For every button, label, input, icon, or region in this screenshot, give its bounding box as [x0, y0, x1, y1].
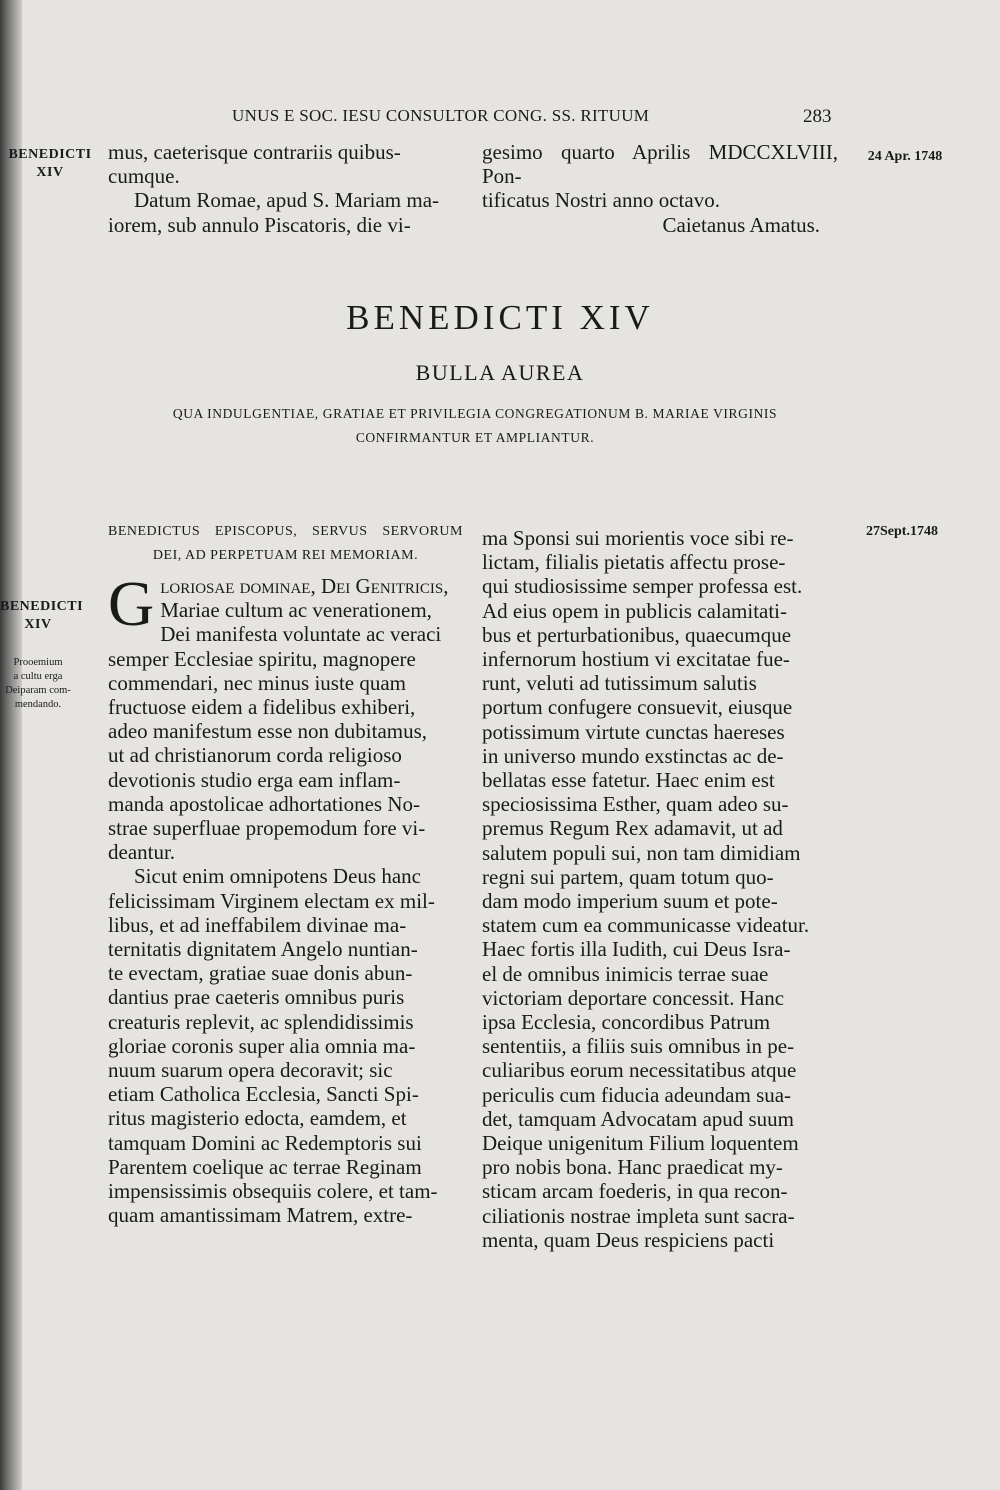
text-line: salutem populi sui, non tam dimidiam: [482, 840, 801, 865]
text-line: impensissimis obsequiis colere, et tam-: [108, 1179, 438, 1204]
text-line: strae superfluae propemodum fore vi-: [108, 816, 426, 841]
text-line: lictam, filialis pietatis affectu prose-: [482, 550, 786, 575]
margin-note-line: Deiparam com-: [5, 685, 71, 696]
document-title: BENEDICTI XIV: [346, 298, 654, 337]
text-line: commendari, nec minus iuste quam: [108, 670, 407, 695]
text-line: det, tamquam Advocatam apud suum: [482, 1106, 795, 1131]
text-line: speciosissima Esther, quam adeo su-: [482, 792, 789, 817]
text-line: creaturis replevit, ac splendidissimis: [108, 1009, 414, 1034]
salutation-line: BENEDICTUS EPISCOPUS, SERVUS SERVORUM: [108, 524, 463, 539]
text-line: menta, quam Deus respiciens pacti: [482, 1227, 775, 1252]
text-line: tificatus Nostri anno octavo.: [482, 188, 720, 213]
text-line: runt, veluti ad tutissimum salutis: [482, 671, 757, 696]
text-line: ternitatis dignitatem Angelo nuntian-: [108, 937, 418, 962]
text-line: iorem, sub annulo Piscatoris, die vi-: [108, 212, 411, 237]
margin-name-line: BENEDICTI: [0, 599, 84, 614]
text-line: gesimo quarto Aprilis MDCCXLVIII, Pon-: [482, 140, 838, 189]
text-line: devotionis studio erga eam inflam-: [108, 767, 401, 792]
margin-note-line: Prooemium: [13, 657, 63, 668]
text-line: ut ad christianorum corda religioso: [108, 743, 402, 768]
text-line: mus, caeterisque contrariis quibus-: [108, 140, 401, 164]
salutation-line: DEI, AD PERPETUAM REI MEMORIAM.: [152, 548, 419, 563]
text-line: etiam Catholica Ecclesia, Sancti Spi-: [108, 1082, 419, 1107]
text-line: tamquam Domini ac Redemptoris sui: [108, 1130, 422, 1155]
text-line: ipsa Ecclesia, concordibus Patrum: [482, 1010, 771, 1035]
text-line: Mariae cultum ac venerationem,: [160, 598, 432, 623]
margin-name-line: XIV: [36, 165, 64, 180]
text-line: potissimum virtute cunctas haereses: [482, 719, 785, 744]
text-line: Haec fortis illa Iudith, cui Deus Isra-: [482, 937, 791, 962]
text-line: dantius prae caeteris omnibus puris: [108, 985, 405, 1010]
text-line: ciliationis nostrae impleta sunt sacra-: [482, 1203, 795, 1228]
text-line: fructuose eidem a fidelibus exhiberi,: [108, 695, 416, 720]
text-line: manda apostolicae adhortationes No-: [108, 791, 420, 816]
text-line: nuum suarum opera decoravit; sic: [108, 1058, 393, 1083]
text-line: bus et perturbationibus, quaecumque: [482, 622, 792, 647]
text-line: victoriam deportare concessit. Hanc: [482, 985, 785, 1010]
text-line: cumque.: [108, 164, 180, 189]
body-left-column: [108, 568, 463, 1228]
margin-summary-note: [0, 656, 76, 712]
text-line: regni sui partem, quam totum quo-: [482, 864, 774, 889]
text-line: ma Sponsi sui morientis voce sibi re-: [482, 526, 794, 550]
text-line: el de omnibus inimicis terrae suae: [482, 961, 769, 986]
text-line: Datum Romae, apud S. Mariam ma-: [134, 188, 440, 213]
text-line: te evectam, gratiae suae donis abun-: [108, 961, 413, 986]
text-line: infernorum hostium vi excitatae fue-: [482, 647, 790, 672]
text-line: deantur.: [108, 840, 176, 865]
text-line: Dei manifesta voluntate ac veraci: [160, 622, 442, 647]
text-line: felicissimam Virginem electam ex mil-: [108, 888, 435, 913]
text-line: statem cum ea communicasse videatur.: [482, 913, 810, 938]
text-line: Sicut enim omnipotens Deus hanc: [134, 864, 421, 889]
page-number: 283: [803, 106, 832, 127]
margin-date-mid: 27Sept.1748: [866, 524, 938, 539]
salutation: [108, 520, 463, 568]
text-line: gloriae coronis super alia omnia ma-: [108, 1033, 416, 1058]
text-line: portum confugere consuevit, eiusque: [482, 695, 793, 720]
margin-name-mid: [0, 598, 84, 634]
margin-name-top: [0, 146, 100, 182]
margin-date-top: 24 Apr. 1748: [867, 149, 943, 164]
text-line: quam amantissimam Matrem, extre-: [108, 1203, 413, 1228]
text-line: pro nobis bona. Hanc praedicat my-: [482, 1155, 783, 1180]
margin-name-line: XIV: [24, 617, 52, 632]
text-line: Ad eius opem in publicis calamitati-: [482, 598, 788, 623]
body-right-column: [482, 526, 838, 1252]
description-line: CONFIRMANTUR ET AMPLIANTUR.: [355, 430, 595, 445]
text-line: Parentem coelique ac terrae Reginam: [108, 1154, 422, 1179]
signature-line: Caietanus Amatus.: [662, 212, 820, 237]
text-line: bellatas esse fatetur. Haec enim est: [482, 768, 775, 793]
text-line: sticam arcam foederis, in qua recon-: [482, 1179, 788, 1204]
text-line: Deique unigenitum Filium loquentem: [482, 1131, 799, 1156]
text-line: adeo manifestum esse non dubitamus,: [108, 719, 428, 744]
running-head: UNUS E SOC. IESU CONSULTOR CONG. SS. RITUUM: [232, 106, 650, 125]
text-line: periculis cum fiducia adeundam sua-: [482, 1082, 792, 1107]
text-line: sententiis, a filiis suis omnibus in pe-: [482, 1034, 795, 1059]
top-right-column: [482, 140, 838, 237]
text-line: in universo mundo exstinctas ac de-: [482, 743, 784, 768]
text-line: ritus magisterio edocta, eamdem, et: [108, 1106, 407, 1131]
text-line: loriosae dominae, Dei Genitricis,: [160, 574, 449, 598]
text-line: qui studiosissime semper professa est.: [482, 574, 803, 599]
margin-name-line: BENEDICTI: [8, 147, 92, 162]
text-line: semper Ecclesiae spiritu, magnopere: [108, 646, 416, 671]
document-description: [114, 402, 836, 450]
top-left-column: [108, 140, 463, 237]
text-line: culiaribus eorum necessitatibus atque: [482, 1058, 797, 1083]
text-line: premus Regum Rex adamavit, ut ad: [482, 816, 783, 841]
drop-cap: G: [108, 568, 155, 639]
margin-note-line: mendando.: [14, 699, 62, 710]
description-line: QUA INDULGENTIAE, GRATIAE ET PRIVILEGIA CONGREGATIONUM B. MARIAE VIRGINIS: [172, 406, 778, 421]
text-line: dam modo imperium suum et pote-: [482, 889, 778, 914]
margin-note-line: a cultu erga: [13, 671, 63, 682]
text-line: libus, et ad ineffabilem divinae ma-: [108, 912, 407, 937]
document-subtitle: BULLA AUREA: [415, 360, 585, 385]
